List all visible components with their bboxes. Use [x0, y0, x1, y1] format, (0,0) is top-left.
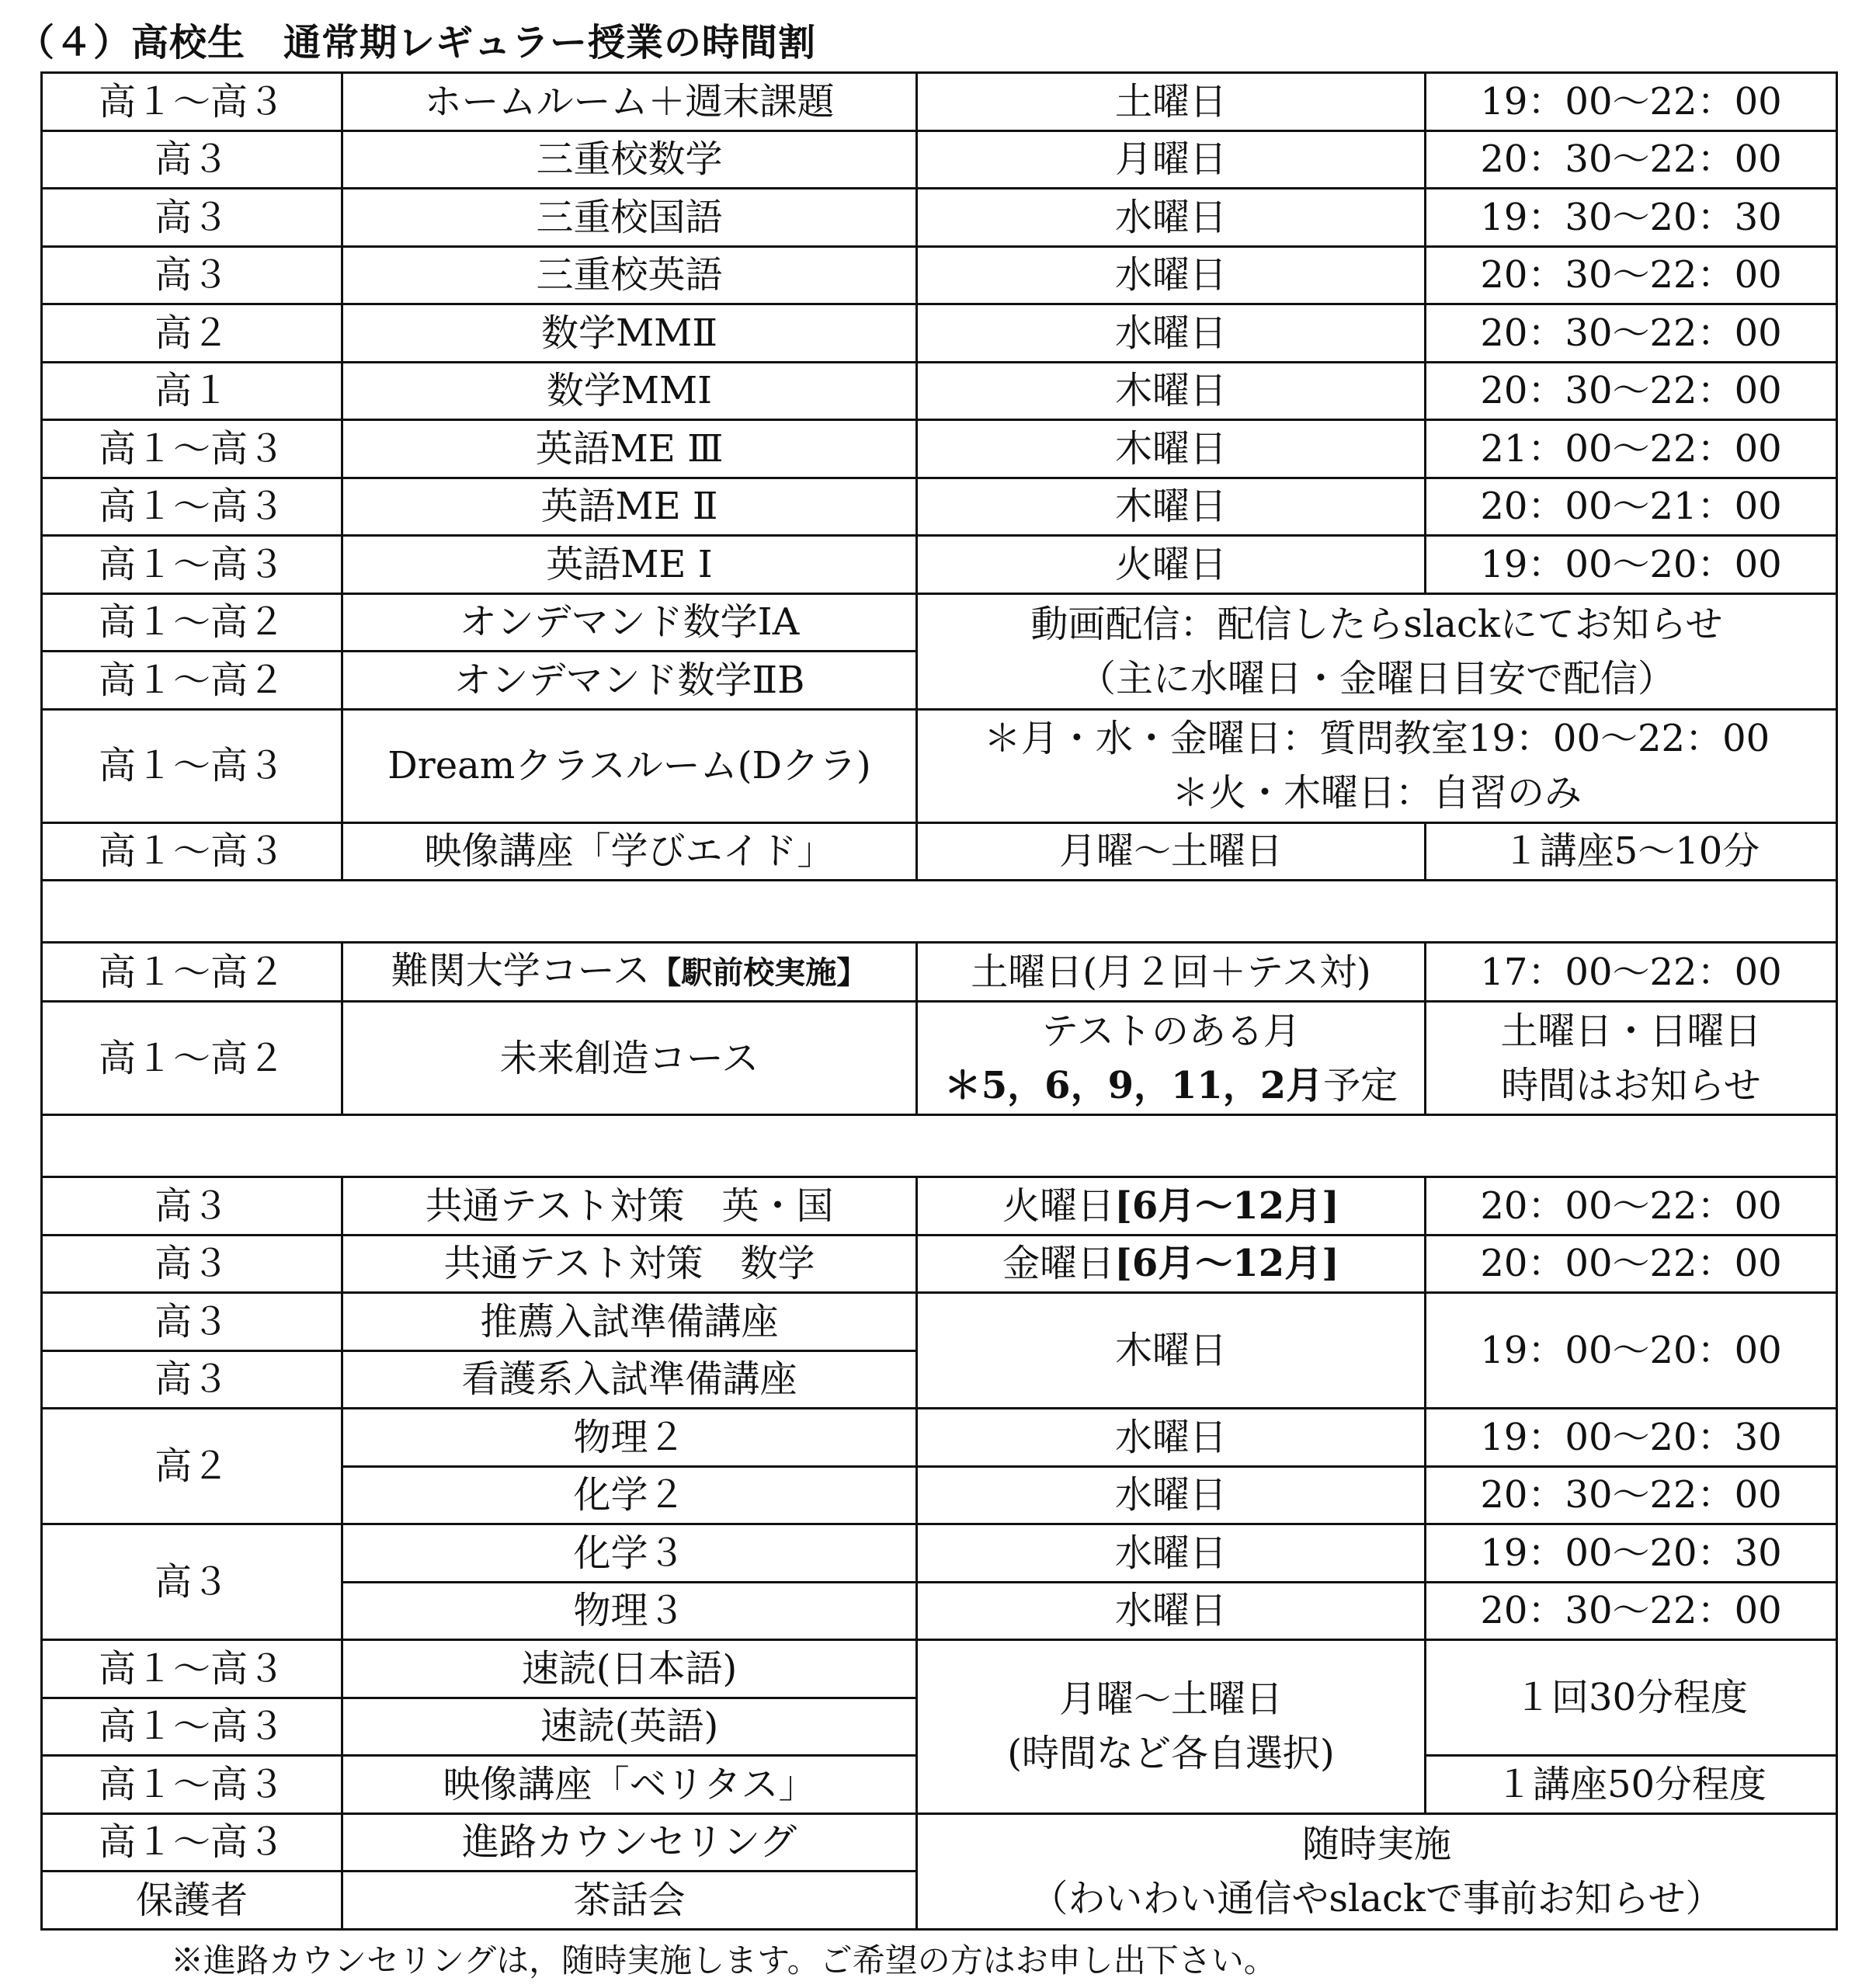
day-cell: 水曜日 [917, 304, 1426, 363]
grade-cell: 高１～高３ [42, 822, 342, 881]
table-row [42, 478, 1837, 536]
subject-cell: 映像講座「学びエイド」 [342, 822, 917, 881]
dream-info-line1: ＊月・水・金曜日：質問教室19：00～22：00 [983, 717, 1770, 760]
subject-cell: 未来創造コース [342, 1002, 917, 1115]
time-cell: 19：00～20：00 [1426, 1293, 1837, 1409]
day-cell: 木曜日 [917, 362, 1426, 420]
grade-cell: 高１ [42, 362, 342, 420]
timetable [40, 71, 1838, 1931]
time-cell: 20：30～22：00 [1426, 246, 1837, 304]
subject-cell: 速読(英語) [342, 1698, 917, 1756]
subject-cell [342, 943, 917, 1002]
day-cell: 水曜日 [917, 1524, 1426, 1583]
period-text: [6月～12月] [1114, 1242, 1339, 1286]
day-line1: テストのある月 [1040, 1009, 1301, 1053]
grade-cell: 高３ [42, 1350, 342, 1409]
counsel-info-line1: 随時実施 [1301, 1822, 1451, 1866]
dream-info-cell [917, 709, 1837, 822]
subject-cell: 英語ME Ⅰ [342, 536, 917, 594]
day-cell: 木曜日 [917, 478, 1426, 536]
spacer-cell [42, 881, 1837, 943]
subject-cell: 速読(日本語) [342, 1640, 917, 1698]
day-text: 金曜日 [1002, 1242, 1115, 1286]
time-cell: 21：00～22：00 [1426, 420, 1837, 478]
time-cell [1426, 1002, 1837, 1115]
time-cell: 20：30～22：00 [1426, 1466, 1837, 1524]
table-row [42, 1002, 1837, 1115]
day-cell: 土曜日 [917, 73, 1426, 131]
table-row [42, 1293, 1837, 1351]
time-cell: 17：00～22：00 [1426, 943, 1837, 1002]
subject-cell: 物理２ [342, 1409, 917, 1467]
table-row [42, 1813, 1837, 1872]
subject-cell: 推薦入試準備講座 [342, 1293, 917, 1351]
table-row [42, 73, 1837, 131]
subject-cell: 進路カウンセリング [342, 1813, 917, 1872]
day-cell: 火曜日 [917, 536, 1426, 594]
spacer-cell [42, 1115, 1837, 1177]
grade-cell: 高１～高３ [42, 1698, 342, 1756]
grade-cell: 高２ [42, 304, 342, 363]
grade-cell: 高１～高３ [42, 73, 342, 131]
day-cell: 木曜日 [917, 1293, 1426, 1409]
subject-cell: オンデマンド数学ⅡB [342, 652, 917, 710]
time-line1: 土曜日・日曜日 [1500, 1009, 1762, 1053]
day-cell [917, 1002, 1426, 1115]
day-cell: 水曜日 [917, 189, 1426, 247]
subject-cell: 三重校数学 [342, 130, 917, 189]
subject-cell: 英語ME Ⅱ [342, 478, 917, 536]
dream-info-line2: ＊火・木曜日：自習のみ [1171, 771, 1582, 815]
day-line2: (時間など各自選択) [1007, 1732, 1335, 1776]
grade-cell: 高１～高２ [42, 943, 342, 1002]
time-cell: １回30分程度 [1426, 1640, 1837, 1756]
time-cell: 19：30～20：30 [1426, 189, 1837, 247]
day-cell: 木曜日 [917, 420, 1426, 478]
subject-cell: ホームルーム＋週末課題 [342, 73, 917, 131]
subject-cell: 茶話会 [342, 1872, 917, 1930]
subject-cell: 物理３ [342, 1582, 917, 1640]
subject-cell: 三重校英語 [342, 246, 917, 304]
page-title: （４）高校生 通常期レギュラー授業の時間割 [17, 21, 817, 64]
time-cell: 20：30～22：00 [1426, 130, 1837, 189]
ondemand-info-line2: （主に水曜日・金曜日目安で配信） [1078, 656, 1675, 700]
time-cell: 20：30～22：00 [1426, 362, 1837, 420]
day-cell: 水曜日 [917, 1466, 1426, 1524]
grade-cell: 高１～高３ [42, 1756, 342, 1814]
day-cell [917, 1177, 1426, 1236]
grade-cell: 高１～高３ [42, 1640, 342, 1698]
spacer-row [42, 1115, 1837, 1177]
period-text: [6月～12月] [1114, 1183, 1339, 1228]
subject-cell: 映像講座「ベリタス」 [342, 1756, 917, 1814]
table-row [42, 593, 1837, 652]
grade-cell: 高１～高２ [42, 593, 342, 652]
table-row [42, 709, 1837, 822]
table-row [42, 246, 1837, 304]
time-cell: 20：00～21：00 [1426, 478, 1837, 536]
subject-cell: オンデマンド数学ⅠA [342, 593, 917, 652]
table-row [42, 536, 1837, 594]
subject-cell: 数学MMⅡ [342, 304, 917, 363]
grade-cell: 高１～高２ [42, 652, 342, 710]
table-row [42, 420, 1837, 478]
counsel-info-cell [917, 1813, 1837, 1929]
day-line2 [922, 1058, 1419, 1113]
grade-cell: 高１～高３ [42, 709, 342, 822]
day-line2-bold: ＊5，6，9，11，2月 [943, 1063, 1324, 1107]
subject-cell: 英語ME Ⅲ [342, 420, 917, 478]
subject-note: 【駅前校実施】 [650, 954, 868, 991]
table-row [42, 1524, 1837, 1583]
subject-cell: Dreamクラスルーム(Dクラ) [342, 709, 917, 822]
grade-cell: 高３ [42, 130, 342, 189]
grade-cell: 高３ [42, 1524, 342, 1640]
grade-cell: 高１～高３ [42, 1813, 342, 1872]
table-row [42, 1409, 1837, 1467]
time-cell: 20：30～22：00 [1426, 1582, 1837, 1640]
day-cell [917, 1640, 1426, 1814]
day-line2-rest: 予定 [1323, 1063, 1398, 1107]
table-row [42, 943, 1837, 1002]
day-cell: 月曜～土曜日 [917, 822, 1426, 881]
day-cell: 水曜日 [917, 246, 1426, 304]
day-cell: 水曜日 [917, 1409, 1426, 1467]
counsel-info-line2: （わいわい通信やslackで事前お知らせ） [1030, 1876, 1723, 1920]
time-cell: 19：00～20：30 [1426, 1524, 1837, 1583]
time-line2: 時間はお知らせ [1501, 1063, 1761, 1107]
time-cell: 20：30～22：00 [1426, 304, 1837, 363]
table-row [42, 189, 1837, 247]
grade-cell: 高１～高３ [42, 420, 342, 478]
table-row [42, 822, 1837, 881]
grade-cell: 高１～高２ [42, 1002, 342, 1115]
grade-cell: 高３ [42, 246, 342, 304]
time-cell: 19：00～20：00 [1426, 536, 1837, 594]
spacer-row [42, 881, 1837, 943]
time-cell: 20：00～22：00 [1426, 1177, 1837, 1236]
day-cell: 月曜日 [917, 130, 1426, 189]
subject-cell: 看護系入試準備講座 [342, 1350, 917, 1409]
ondemand-info-cell [917, 593, 1837, 709]
table-row [42, 304, 1837, 363]
ondemand-info-line1: 動画配信：配信したらslackにてお知らせ [1030, 602, 1723, 646]
table-row [42, 362, 1837, 420]
grade-cell: 高３ [42, 1235, 342, 1293]
grade-cell: 高１～高３ [42, 536, 342, 594]
table-row [42, 1235, 1837, 1293]
time-cell: １講座5～10分 [1426, 822, 1837, 881]
subject-cell: 共通テスト対策 数学 [342, 1235, 917, 1293]
table-row [42, 1640, 1837, 1698]
day-line1: 月曜～土曜日 [1058, 1677, 1283, 1722]
grade-cell: 高３ [42, 1293, 342, 1351]
day-cell [917, 1235, 1426, 1293]
subject-cell: 化学３ [342, 1524, 917, 1583]
grade-cell: 高３ [42, 1177, 342, 1236]
subject-cell: 数学MMⅠ [342, 362, 917, 420]
table-row [42, 130, 1837, 189]
time-cell: 19：00～20：30 [1426, 1409, 1837, 1467]
grade-cell: 高２ [42, 1409, 342, 1524]
grade-cell: 保護者 [42, 1872, 342, 1930]
table-row [42, 1177, 1837, 1236]
subject-cell: 三重校国語 [342, 189, 917, 247]
grade-cell: 高３ [42, 189, 342, 247]
subject-cell: 共通テスト対策 英・国 [342, 1177, 917, 1236]
day-cell: 水曜日 [917, 1582, 1426, 1640]
subject-text: 難関大学コース [391, 949, 651, 992]
day-text: 火曜日 [1002, 1183, 1115, 1228]
subject-cell: 化学２ [342, 1466, 917, 1524]
time-cell: 20：00～22：00 [1426, 1235, 1837, 1293]
day-cell: 土曜日(月２回＋テス対) [917, 943, 1426, 1002]
time-cell: 19：00～22：00 [1426, 73, 1837, 131]
time-cell: １講座50分程度 [1426, 1756, 1837, 1814]
grade-cell: 高１～高３ [42, 478, 342, 536]
footnote: ※進路カウンセリングは，随時実施します。ご希望の方はお申し出下さい。 [171, 1941, 1277, 1979]
